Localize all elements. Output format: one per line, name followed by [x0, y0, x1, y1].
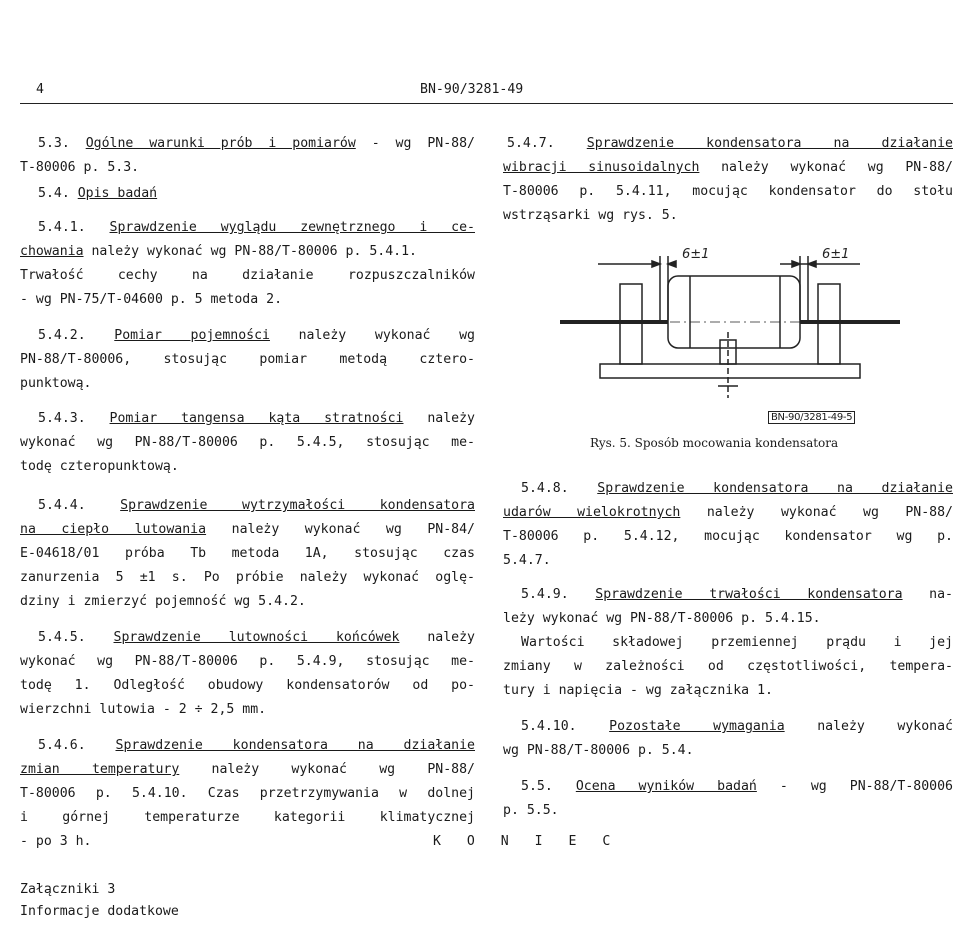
- end-marker: K O N I E C: [433, 834, 620, 849]
- section-5-4-8: 5.4.8. Sprawdzenie kondensatora na działanie udarów wielokrotnych należy wykonać wg PN-88/ T-80006 p. 5.4.12, mocując kondensator wg p. 5.4.7.: [503, 481, 953, 568]
- additional-information: Informacje dodatkowe: [20, 904, 179, 919]
- document-id: BN-90/3281-49: [420, 82, 524, 97]
- attachments-count: Załączniki 3: [20, 882, 116, 897]
- figure-caption: Rys. 5. Sposób mocowania kondensatora: [590, 436, 839, 450]
- section-5-4-7: 5.4.7. Sprawdzenie kondensatora na działanie wibracji sinusoidalnych należy wykonać wg PN-88/ T-80006 p. 5.4.11, mocując kondensator do stołu wstrząsarki wg rys. 5.: [503, 136, 953, 223]
- section-5-4-10: 5.4.10. Pozostałe wymagania należy wykonać wg PN-88/T-80006 p. 5.4.: [503, 719, 953, 758]
- figure-stamp: BN-90/3281-49-5: [768, 411, 855, 424]
- section-5-5: 5.5. Ocena wyników badań - wg PN-88/T-80006 p. 5.5.: [503, 779, 953, 818]
- page-number: 4: [36, 82, 44, 97]
- base-plate: [600, 364, 860, 378]
- section-5-4-9: 5.4.9. Sprawdzenie trwałości kondensatora na- leży wykonać wg PN-88/T-80006 p. 5.4.15. Wartości składowej przemiennej prądu i jej zmiany w zależności od częstotliwości, tempera- tury i napięcia - wg załącznika 1.: [503, 587, 953, 698]
- capacitor-mounting-figure: [540, 240, 920, 400]
- section-5-4-6: 5.4.6. Sprawdzenie kondensatora na działanie zmian temperatury należy wykonać wg PN-88/ T-80006 p. 5.4.10. Czas przetrzymywania w dolnej i górnej temperaturze kategorii klimatycznej - po 3 h.: [20, 738, 475, 849]
- section-5-4: 5.4. Opis badań: [38, 186, 158, 201]
- section-5-4-1: 5.4.1. Sprawdzenie wyglądu zewnętrznego i ce- chowania należy wykonać wg PN-88/T-80006 p. 5.4.1. Trwałość cechy na działanie rozpuszczalników - wg PN-75/T-04600 p. 5 metoda 2.: [20, 220, 475, 307]
- right-column-bottom: [503, 477, 953, 823]
- right-column-top: [503, 132, 953, 228]
- dimension-label-right: 6±1: [822, 247, 850, 262]
- section-5-4-5: 5.4.5. Sprawdzenie lutowności końcówek należy wykonać wg PN-88/T-80006 p. 5.4.9, stosując me- todę 1. Odległość obudowy kondensatorów od po- wierzchni lutowia - 2 ÷ 2,5 mm.: [20, 630, 475, 717]
- section-5-4-2: 5.4.2. Pomiar pojemności należy wykonać wg PN-88/T-80006, stosując pomiar metodą cztero- punktową.: [20, 328, 475, 391]
- dimension-label-left: 6±1: [682, 247, 710, 262]
- left-column: [20, 132, 475, 854]
- section-5-3: 5.3. Ogólne warunki prób i pomiarów - wg PN-88/ T-80006 p. 5.3.: [20, 136, 475, 175]
- section-5-4-4: 5.4.4. Sprawdzenie wytrzymałości kondensatora na ciepło lutowania należy wykonać wg PN-84/ E-04618/01 próba Tb metoda 1A, stosując czas zanurzenia 5 ±1 s. Po próbie należy wykonać oglę- dziny i zmierzyć pojemność wg 5.4.2.: [20, 498, 475, 609]
- header-rule: [20, 103, 953, 104]
- section-5-4-3: 5.4.3. Pomiar tangensa kąta stratności należy wykonać wg PN-88/T-80006 p. 5.4.5, stosując me- todę czteropunktową.: [20, 411, 475, 474]
